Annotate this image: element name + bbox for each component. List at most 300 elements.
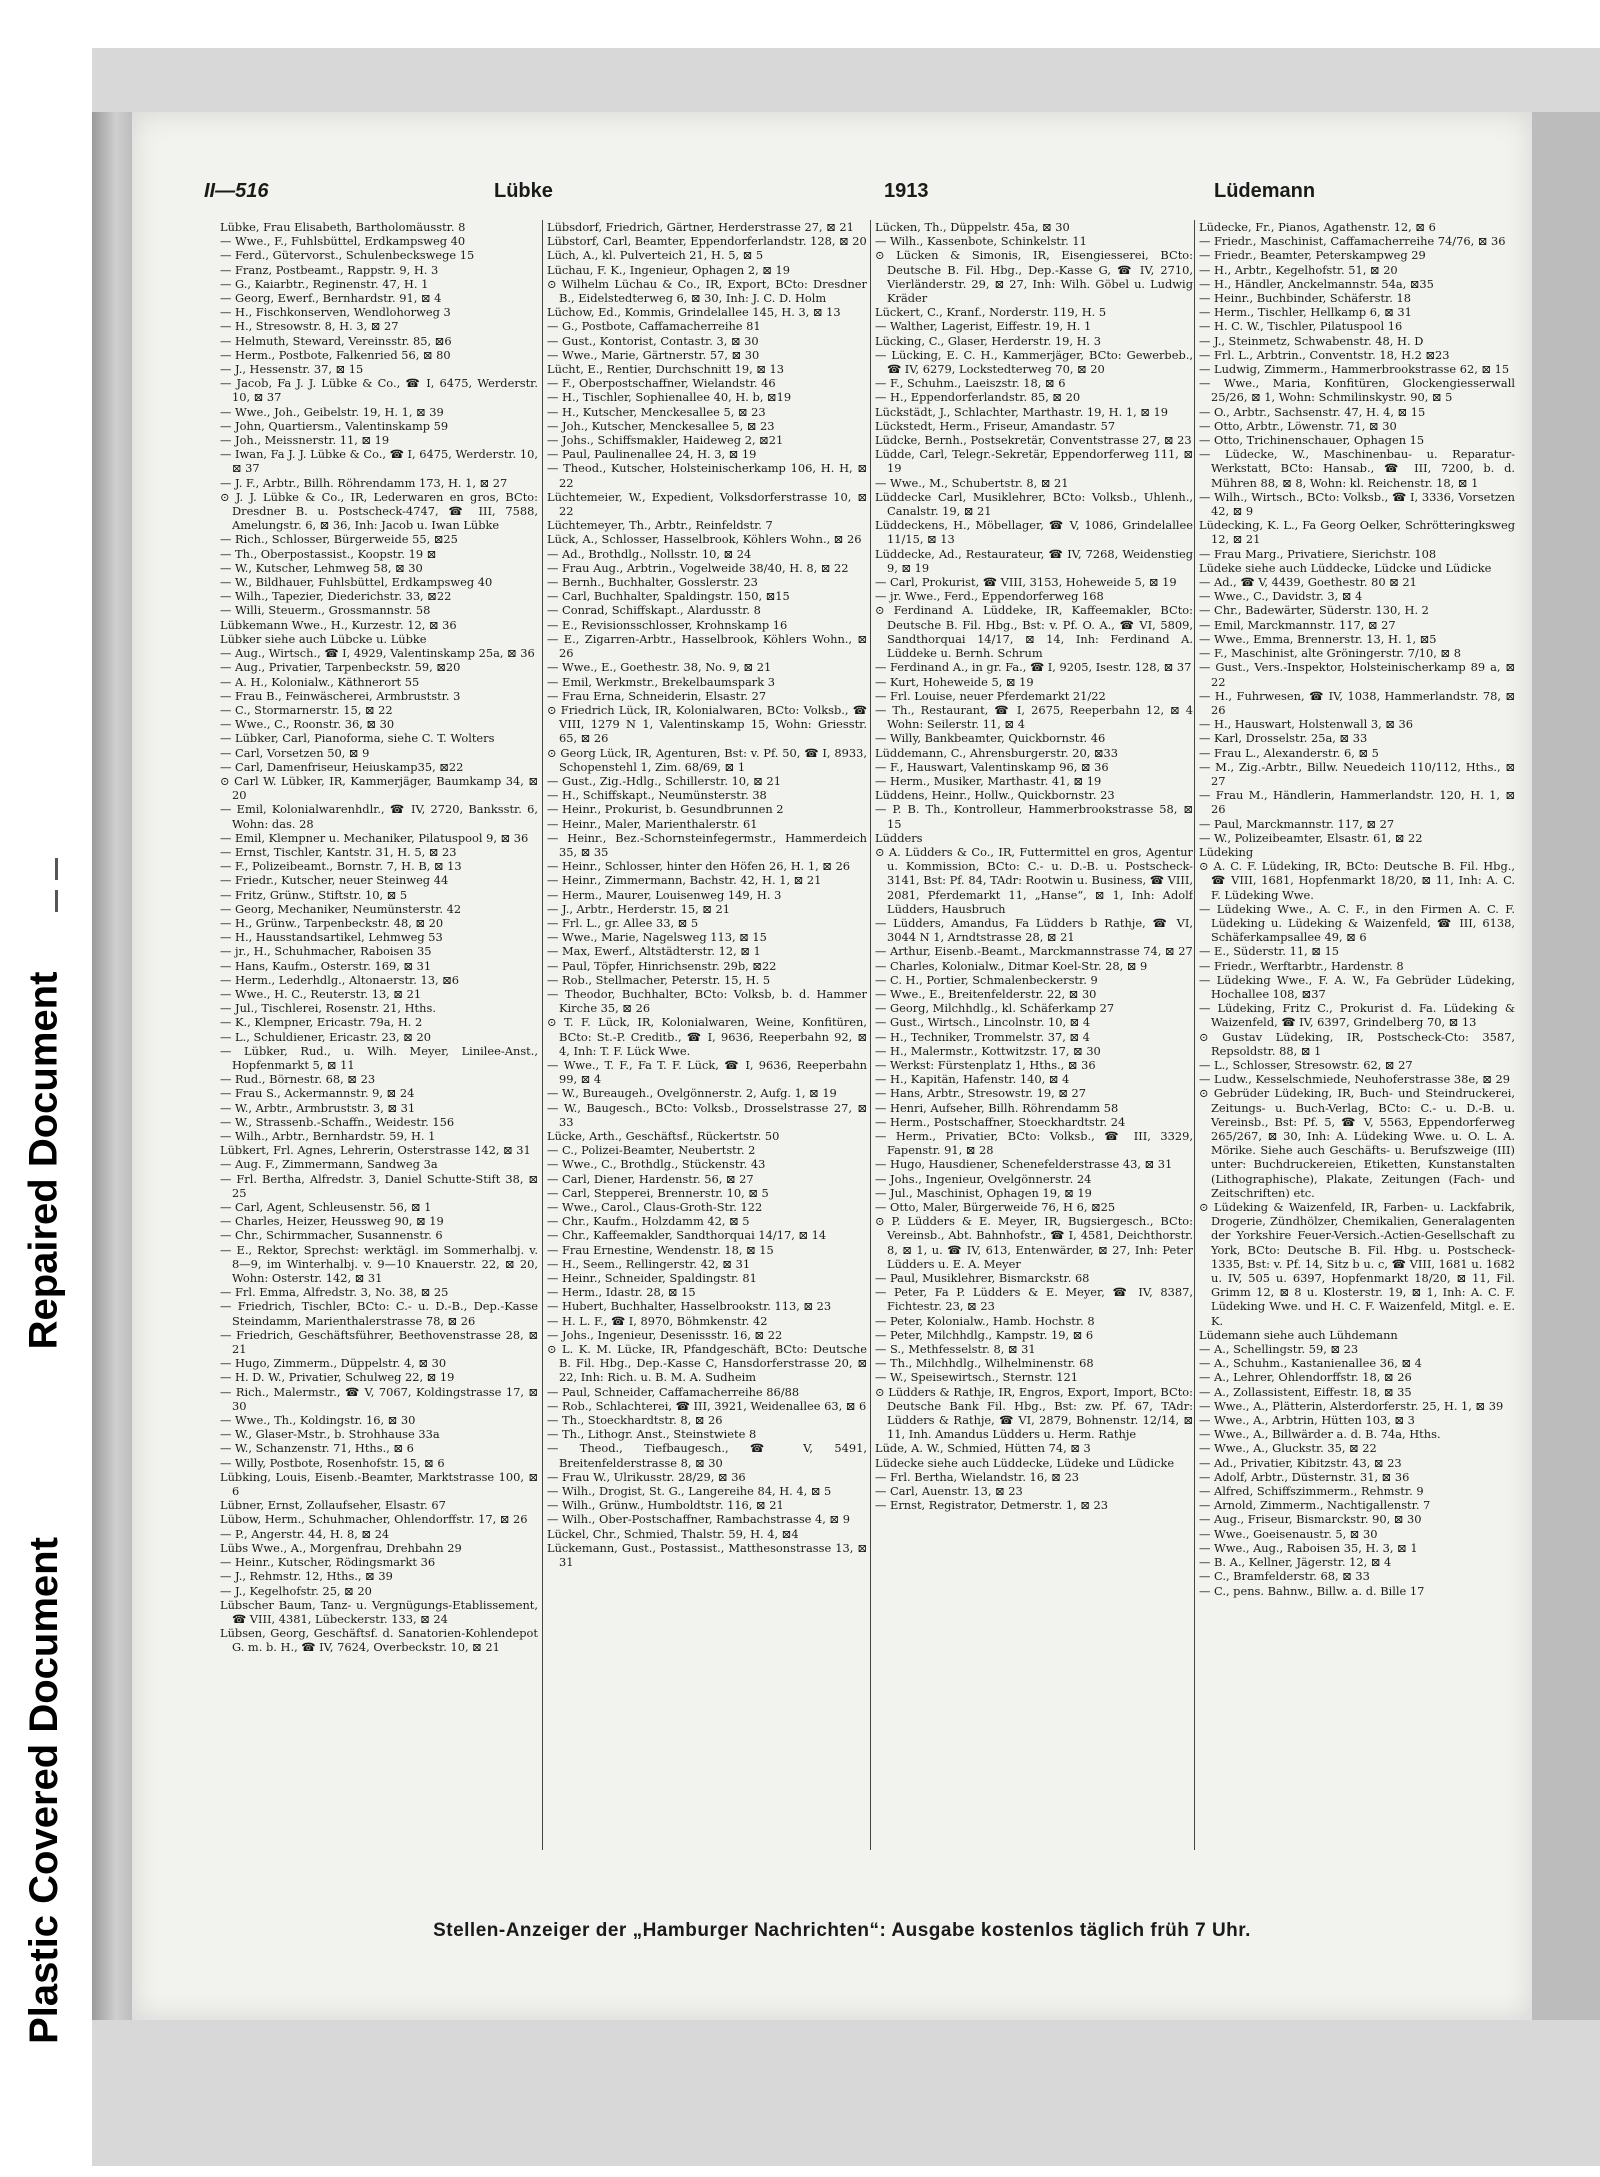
plastic-covered-text: Plastic Covered Document xyxy=(21,1536,66,2044)
directory-entry: — H. C. W., Tischler, Pilatuspool 16 xyxy=(1199,319,1403,334)
directory-entry: — Paul, Marckmannstr. 117, ⊠ 27 xyxy=(1199,816,1395,831)
directory-entry: — Th., Oberpostassist., Koopstr. 19 ⊠ xyxy=(220,546,437,561)
plastic-covered-label xyxy=(0,1440,88,2140)
directory-entry: — Paul, Schneider, Caffamacherreihe 86/88 xyxy=(547,1384,800,1399)
directory-entry: Lüddecke, Ad., Restaurateur, ☎ IV, 7268, Weidenstieg 9, ⊠ 19 xyxy=(875,546,1193,575)
directory-entry: — Herm., Privatier, BCto: Volksb., ☎ III, 3329, Fapenstr. 91, ⊠ 28 xyxy=(875,1129,1193,1158)
directory-entry: — Wilh., Wirtsch., BCto: Volksb., ☎ I, 3336, Vorsetzen 42, ⊠ 9 xyxy=(1199,489,1515,519)
directory-entry: — Peter, Kolonialw., Hamb. Hochstr. 8 xyxy=(875,1313,1095,1328)
directory-entry: — Otto, Trichinenschauer, Ophagen 15 xyxy=(1199,433,1425,448)
directory-entry: ⊙ P. Lüdders & E. Meyer, IR, Bugsiergesch., BCto: Vereinsb., Abt. Bahnhofstr., ☎ I, 4581, Deichthorstr. 8, ⊠ 1, u. ☎ IV, 613, Entenwärder, ⊠ 27, Inh: Peter Lüdders u. E. A. Meyer xyxy=(875,1214,1193,1271)
directory-entry: — Frl. L., Arbtrin., Conventstr. 18, H.2 ⊠23 xyxy=(1199,347,1450,362)
directory-entry: Lüdemann siehe auch Lühdemann xyxy=(1199,1327,1398,1342)
directory-entry: — Chr., Kaffeemakler, Sandthorquai 14/17, ⊠ 14 xyxy=(547,1228,827,1243)
directory-entry: — Bernh., Buchhalter, Gosslerstr. 23 xyxy=(547,575,758,590)
directory-entry: — Lübker, Carl, Pianoforma, siehe C. T. Wolters xyxy=(220,731,495,746)
directory-entry: — H., Seem., Rellingerstr. 42, ⊠ 31 xyxy=(547,1256,751,1271)
directory-entry: — Wilh., Drogist, St. G., Langereihe 84, H. 4, ⊠ 5 xyxy=(547,1484,832,1499)
directory-entry: ⊙ Lüdeking & Waizenfeld, IR, Farben- u. Lackfabrik, Drogerie, Zündhölzer, Chemikalien, Generalagenten der Yorkshire Feuer-Versich.-Actien-Gesellschaft zu York, BCto: Deutsche B. Fil. Hbg. u. Postscheck-1335, Bst: v. Pf. 14, Sitz b u. c, ☎ VIII, 1681 u. 1682 u. IV, 505 u. 6397, Hopfenmarkt 18/20, ⊠ 11, Fil. Grimm 12, ⊠ 8 u. Klosterstr. 19, ⊠ 1, Inh: A. C. F. Lüdeking Wwe. und H. C. F. Waizenfeld, Mitgl. e. E. K. xyxy=(1199,1200,1515,1328)
directory-entry: Lüdecke, Fr., Pianos, Agathenstr. 12, ⊠ 6 xyxy=(1199,220,1436,234)
directory-entry: — Lüdeking Wwe., A. C. F., in den Firmen A. C. F. Lüdeking u. Lüdeking & Waizenfeld, ☎ III, 6138, Schäferkampsallee 49, ⊠ 6 xyxy=(1199,901,1515,945)
directory-entry: — Wwe., T. F., Fa T. F. Lück, ☎ I, 9636, Reeperbahn 99, ⊠ 4 xyxy=(547,1057,867,1087)
directory-entry: Lüde, A. W., Schmied, Hütten 74, ⊠ 3 xyxy=(875,1441,1091,1456)
directory-entry: — F., Oberpostschaffner, Wielandstr. 46 xyxy=(547,376,776,391)
directory-entry: — Frau M., Händlerin, Hammerlandstr. 120, H. 1, ⊠ 26 xyxy=(1199,788,1515,817)
directory-entry: Lübsdorf, Friedrich, Gärtner, Herderstrasse 27, ⊠ 21 xyxy=(547,220,854,234)
directory-entry: — Emil, Kolonialwarenhdlr., ☎ IV, 2720, Banksstr. 6, Wohn: das. 28 xyxy=(220,802,538,831)
directory-entry: — Wilh., Ober-Postschaffner, Rambachstrasse 4, ⊠ 9 xyxy=(547,1512,850,1527)
directory-entry: — Joh., Kutscher, Menckesallee 5, ⊠ 23 xyxy=(547,418,775,433)
directory-entry: — Chr., Schirmmacher, Susannenstr. 6 xyxy=(220,1228,443,1243)
directory-entry: — John, Quartiersm., Valentinskamp 59 xyxy=(220,418,449,433)
directory-entry: — Heinr., Maler, Marienthalerstr. 61 xyxy=(547,816,758,831)
directory-entry: — H., Fuhrwesen, ☎ IV, 1038, Hammerlandstr. 78, ⊠ 26 xyxy=(1199,688,1515,717)
directory-entry: — J., Rehmstr. 12, Hths., ⊠ 39 xyxy=(220,1569,393,1584)
directory-entry: — Wilh., Tapezier, Diederichstr. 33, ⊠22 xyxy=(220,589,452,604)
directory-entry: — Wwe., F., Fuhlsbüttel, Erdkampsweg 40 xyxy=(220,234,466,249)
facing-page-edge xyxy=(1532,112,1600,2020)
directory-entry: Lübow, Herm., Schuhmacher, Ohlendorffstr. 17, ⊠ 26 xyxy=(220,1512,528,1527)
directory-entry: ⊙ Gustav Lüdeking, IR, Postscheck-Cto: 3587, Repsoldstr. 88, ⊠ 1 xyxy=(1199,1029,1515,1058)
directory-entry: — G., Kaiarbtr., Reginenstr. 47, H. 1 xyxy=(220,276,429,291)
directory-entry: — Wwe., Goeisenaustr. 5, ⊠ 30 xyxy=(1199,1526,1378,1541)
directory-entry: — Aug., Wirtsch., ☎ I, 4929, Valentinskamp 25a, ⊠ 36 xyxy=(220,646,535,661)
directory-entry: ⊙ Carl W. Lübker, IR, Kammerjäger, Baumkamp 34, ⊠ 20 xyxy=(220,773,538,803)
directory-entry: Lübscher Baum, Tanz- u. Vergnügungs-Etablissement, ☎ VIII, 4381, Lübeckerstr. 133, ⊠ 24 xyxy=(220,1597,538,1626)
directory-entry: — W., Polizeibeamter, Elsastr. 61, ⊠ 22 xyxy=(1199,830,1423,845)
page-number: II—516 xyxy=(204,180,269,202)
directory-entry: — Georg, Mechaniker, Neumünsterstr. 42 xyxy=(220,901,462,916)
directory-entry: — Alfred, Schiffszimmerm., Rehmstr. 9 xyxy=(1199,1484,1424,1499)
page-header xyxy=(204,180,1494,208)
directory-entry: — Johs., Schiffsmakler, Haideweg 2, ⊠21 xyxy=(547,433,784,448)
directory-entry: — Emil, Klempner u. Mechaniker, Pilatuspool 9, ⊠ 36 xyxy=(220,830,529,845)
directory-entry: — Carl, Agent, Schleusenstr. 56, ⊠ 1 xyxy=(220,1200,432,1215)
directory-entry: — Joh., Meissnerstr. 11, ⊠ 19 xyxy=(220,433,390,448)
directory-column-2 xyxy=(542,220,867,1850)
directory-entry: — A. H., Kolonialw., Käthnerort 55 xyxy=(220,674,420,689)
directory-entry: — Th., Milchhdlg., Wilhelminenstr. 68 xyxy=(875,1356,1094,1371)
directory-entry: — Georg, Ewerf., Bernhardstr. 91, ⊠ 4 xyxy=(220,291,442,306)
directory-entry: — H., Arbtr., Kegelhofstr. 51, ⊠ 20 xyxy=(1199,262,1398,277)
directory-entry: — Lücking, E. C. H., Kammerjäger, BCto: Gewerbeb., ☎ IV, 6279, Lockstedterweg 70, ⊠ 20 xyxy=(875,347,1193,377)
directory-entry: — H. D. W., Privatier, Schulweg 22, ⊠ 19 xyxy=(220,1370,455,1385)
directory-entry: — H., Hauswart, Holstenwall 3, ⊠ 36 xyxy=(1199,717,1414,732)
directory-entry: — Wwe., A., Gluckstr. 35, ⊠ 22 xyxy=(1199,1441,1377,1456)
directory-entry: Lübs Wwe., A., Morgenfrau, Drehbahn 29 xyxy=(220,1540,462,1555)
directory-entry: — Frau S., Ackermannstr. 9, ⊠ 24 xyxy=(220,1086,415,1101)
directory-entry: Lückel, Chr., Schmied, Thalstr. 59, H. 4, ⊠4 xyxy=(547,1526,799,1541)
directory-entry: Lüdcke, Bernh., Postsekretär, Conventstrasse 27, ⊠ 23 xyxy=(875,433,1192,448)
directory-entry: — Herm., Maurer, Louisenweg 149, H. 3 xyxy=(547,887,782,902)
directory-entry: Lübner, Ernst, Zollaufseher, Elsastr. 67 xyxy=(220,1498,446,1513)
directory-entry: — A., Zollassistent, Eiffestr. 18, ⊠ 35 xyxy=(1199,1384,1412,1399)
directory-entry: Lüddecke Carl, Musiklehrer, BCto: Volksb., Uhlenh., Canalstr. 19, ⊠ 21 xyxy=(875,489,1193,519)
directory-entry: — Hugo, Zimmerm., Düppelstr. 4, ⊠ 30 xyxy=(220,1356,447,1371)
directory-entry: — P., Angerstr. 44, H. 8, ⊠ 24 xyxy=(220,1526,390,1541)
directory-entry: — C. H., Portier, Schmalenbeckerstr. 9 xyxy=(875,972,1098,987)
directory-entry: Lübking, Louis, Eisenb.-Beamter, Marktstrasse 100, ⊠ 6 xyxy=(220,1469,538,1499)
directory-entry: Lückemann, Gust., Postassist., Matthesonstrasse 13, ⊠ 31 xyxy=(547,1540,867,1570)
directory-entry: — Frau Ernestine, Wendenstr. 18, ⊠ 15 xyxy=(547,1242,774,1257)
directory-entry: — G., Postbote, Caffamacherreihe 81 xyxy=(547,319,761,334)
directory-entry: — H., Tischler, Sophienallee 40, H. b, ⊠19 xyxy=(547,390,792,405)
directory-entry: — J., Arbtr., Herderstr. 15, ⊠ 21 xyxy=(547,901,730,916)
directory-entry: — Carl, Auenstr. 13, ⊠ 23 xyxy=(875,1484,1023,1499)
directory-entry: — Emil, Marckmannstr. 117, ⊠ 27 xyxy=(1199,617,1396,632)
directory-entry: — H., Malermstr., Kottwitzstr. 17, ⊠ 30 xyxy=(875,1043,1101,1058)
directory-entry: — Heinr., Prokurist, b. Gesundbrunnen 2 xyxy=(547,802,784,817)
directory-entry: — Johs., Ingenieur, Desenissstr. 16, ⊠ 22 xyxy=(547,1327,783,1342)
directory-entry: Lücht, E., Rentier, Durchschnitt 19, ⊠ 13 xyxy=(547,362,784,377)
directory-entry: Lübkemann Wwe., H., Kurzestr. 12, ⊠ 36 xyxy=(220,617,457,632)
directory-entry: — Herm., Idastr. 28, ⊠ 15 xyxy=(547,1285,696,1300)
directory-entry: — Ad., Brothdlg., Nollsstr. 10, ⊠ 24 xyxy=(547,546,752,561)
directory-entry: — E., Süderstr. 11, ⊠ 15 xyxy=(1199,944,1340,959)
directory-entry: — H., Schiffskapt., Neumünsterstr. 38 xyxy=(547,788,767,803)
directory-entry: — Frau L., Alexanderstr. 6, ⊠ 5 xyxy=(1199,745,1379,760)
directory-entry: — W., Bildhauer, Fuhlsbüttel, Erdkampsweg 40 xyxy=(220,575,493,590)
directory-entry: — Hans, Kaufm., Osterstr. 169, ⊠ 31 xyxy=(220,958,432,973)
directory-entry: — C., Stormarnerstr. 15, ⊠ 22 xyxy=(220,702,393,717)
directory-entry: — Frau B., Feinwäscherei, Armbruststr. 3 xyxy=(220,688,461,703)
directory-entry: — Wwe., M., Schubertstr. 8, ⊠ 21 xyxy=(875,475,1069,490)
directory-entry: — Willy, Bankbeamter, Quickbornstr. 46 xyxy=(875,731,1106,746)
directory-entry: Lüdde, Carl, Telegr.-Sekretär, Eppendorferweg 111, ⊠ 19 xyxy=(875,447,1193,476)
directory-entry: Lübstorf, Carl, Beamter, Eppendorferlandstr. 128, ⊠ 20 xyxy=(547,234,867,249)
directory-entry: — H. L. F., ☎ I, 8970, Böhmkenstr. 42 xyxy=(547,1313,768,1328)
directory-entry: — Paul, Paulinenallee 24, H. 3, ⊠ 19 xyxy=(547,447,757,462)
directory-entry: — Friedr., Beamter, Peterskampweg 29 xyxy=(1199,248,1426,263)
directory-entry: ⊙ Ferdinand A. Lüddeke, IR, Kaffeemakler, BCto: Deutsche B. Fil. Hbg., Bst: v. Pf. O. A., ☎ VI, 5809, Sandthorquai 14/17, ⊠ 14, Inh: Ferdinand A. Lüddeke u. Bernh. Schrum xyxy=(875,603,1193,661)
directory-entry: — Carl, Stepperei, Brennerstr. 10, ⊠ 5 xyxy=(547,1185,769,1200)
directory-entry: — C., Polizei-Beamter, Neubertstr. 2 xyxy=(547,1143,756,1158)
directory-entry: Lüdders xyxy=(875,830,923,845)
directory-entry: — Heinr., Zimmermann, Bachstr. 42, H. 1, ⊠ 21 xyxy=(547,873,822,888)
directory-entry: — H., Kapitän, Hafenstr. 140, ⊠ 4 xyxy=(875,1072,1070,1087)
directory-entry: Lückstädt, J., Schlachter, Marthastr. 19, H. 1, ⊠ 19 xyxy=(875,404,1168,419)
directory-entry: — Wilh., Kassenbote, Schinkelstr. 11 xyxy=(875,234,1087,249)
directory-entry: Lüdecke siehe auch Lüddecke, Lüdeke und Lüdicke xyxy=(875,1455,1175,1470)
directory-entry: — Carl, Damenfriseur, Heiuskamp35, ⊠22 xyxy=(220,759,464,774)
directory-entry: ⊙ Gebrüder Lüdeking, IR, Buch- und Steindruckerei, Zeitungs- u. Buch-Verlag, BCto: C.- u. D.-B. u. Vereinsb., Bst: Pf. 5, ☎ V, 5563, Eppendorferweg 265/267, ⊠ 30, Inh: A. Lüdeking Wwe. u. O. L. A. Mörike. Siehe auch Geschäfts- u. Berufszweige (III) unter: Buchdruckereien, Etiketten, Kunstanstalten (Lithographische), Plakate, Zeitungen (Fach- und Zeitschriften) etc. xyxy=(1199,1086,1515,1200)
directory-entry: — Rob., Schlachterei, ☎ III, 3921, Weidenallee 63, ⊠ 6 xyxy=(547,1398,867,1413)
directory-column-3 xyxy=(870,220,1193,1850)
directory-entry: Lüddeckens, H., Möbellager, ☎ V, 1086, Grindelallee 11/15, ⊠ 13 xyxy=(875,518,1193,547)
directory-entry: ⊙ Friedrich Lück, IR, Kolonialwaren, BCto: Volksb., ☎ VIII, 1279 N 1, Valentinskamp 15, Wohn: Griesstr. 65, ⊠ 26 xyxy=(547,702,867,746)
directory-entry: — Wwe., Maria, Konfitüren, Glockengiesserwall 25/26, ⊠ 1, Wohn: Schmilinskystr. 90, ⊠ 5 xyxy=(1199,376,1515,405)
directory-entry: — Jul., Tischlerei, Rosenstr. 21, Hths. xyxy=(220,1001,436,1016)
directory-entry: — S., Methfesselstr. 8, ⊠ 31 xyxy=(875,1342,1036,1357)
directory-entry: Lüdeking xyxy=(1199,844,1254,859)
directory-entry: — W., Arbtr., Armbruststr. 3, ⊠ 31 xyxy=(220,1100,416,1115)
directory-entry: ⊙ Georg Lück, IR, Agenturen, Bst: v. Pf. 50, ☎ I, 8933, Schopenstehl 1, Zim. 68/69, ⊠ 1 xyxy=(547,745,867,774)
directory-entry: — L., Schuldiener, Ericastr. 23, ⊠ 20 xyxy=(220,1029,431,1044)
directory-entry: — Heinr., Buchbinder, Schäferstr. 18 xyxy=(1199,291,1411,306)
directory-entry: — Jacob, Fa J. J. Lübke & Co., ☎ I, 6475, Werderstr. 10, ⊠ 37 xyxy=(220,376,538,405)
directory-entry: — Wilh., Arbtr., Bernhardstr. 59, H. 1 xyxy=(220,1129,436,1143)
directory-entry: — Paul, Musiklehrer, Bismarckstr. 68 xyxy=(875,1271,1090,1286)
directory-entry: — Jul., Maschinist, Ophagen 19, ⊠ 19 xyxy=(875,1185,1092,1200)
directory-entry: Lüchau, F. K., Ingenieur, Ophagen 2, ⊠ 19 xyxy=(547,262,790,277)
directory-entry: — Rich., Schlosser, Bürgerweide 55, ⊠25 xyxy=(220,532,458,547)
directory-entry: — jr., H., Schuhmacher, Raboisen 35 xyxy=(220,944,432,959)
advertisement-footer: Stellen-Anzeiger der „Hamburger Nachrichten“: Ausgabe kostenlos täglich früh 7 Uhr. xyxy=(433,1920,1251,1941)
directory-entry: — Werkst: Fürstenplatz 1, Hths., ⊠ 36 xyxy=(875,1057,1096,1072)
directory-entry: — Frl. Louise, neuer Pferdemarkt 21/22 xyxy=(875,688,1106,703)
directory-entry: Lübke, Frau Elisabeth, Bartholomäusstr. 8 xyxy=(220,220,466,234)
directory-entry: — Chr., Badewärter, Süderstr. 130, H. 2 xyxy=(1199,603,1429,618)
directory-entry: — A., Schuhm., Kastanienallee 36, ⊠ 4 xyxy=(1199,1356,1422,1371)
directory-entry: — Rob., Stellmacher, Peterstr. 15, H. 5 xyxy=(547,972,771,987)
directory-entry: — Theod., Tiefbaugesch., ☎ V, 5491, Breitenfelderstrasse 8, ⊠ 30 xyxy=(547,1441,867,1470)
directory-entry: — Johs., Ingenieur, Ovelgönnerstr. 24 xyxy=(875,1171,1092,1186)
directory-entry: — Friedr., Maschinist, Caffamacherreihe 74/76, ⊠ 36 xyxy=(1199,234,1506,249)
directory-entry: — C., pens. Bahnw., Billw. a. d. Bille 17 xyxy=(1199,1583,1425,1598)
directory-entry: — Herm., Postschaffner, Stoeckhardtstr. 24 xyxy=(875,1114,1126,1129)
directory-entry: — Otto, Arbtr., Löwenstr. 71, ⊠ 30 xyxy=(1199,418,1397,433)
directory-entry: — F., Schuhm., Laeiszstr. 18, ⊠ 6 xyxy=(875,376,1066,391)
directory-entry: — Wwe., Marie, Gärtnerstr. 57, ⊠ 30 xyxy=(547,347,760,362)
directory-entry: — H., Eppendorferlandstr. 85, ⊠ 20 xyxy=(875,390,1081,405)
directory-entry: — M., Zig.-Arbtr., Billw. Neuedeich 110/112, Hths., ⊠ 27 xyxy=(1199,759,1515,788)
directory-entry: — Hubert, Buchhalter, Hasselbrookstr. 113, ⊠ 23 xyxy=(547,1299,832,1314)
directory-entry: — H., Kutscher, Menckesallee 5, ⊠ 23 xyxy=(547,404,766,419)
directory-entry: ⊙ Lücken & Simonis, IR, Eisengiesserei, BCto: Deutsche B. Fil. Hbg., Dep.-Kasse G, ☎ IV, 2710, Vierländerstr. 29, ⊠ 27, Inh: Wilh. Göbel u. Ludwig Kräder xyxy=(875,248,1193,306)
directory-entry: — Herm., Musiker, Marthastr. 41, ⊠ 19 xyxy=(875,773,1102,788)
directory-entry: — Wwe., C., Davidstr. 3, ⊠ 4 xyxy=(1199,589,1363,604)
directory-column-1 xyxy=(220,220,538,1850)
directory-entry: — Th., Lithogr. Anst., Steinstwiete 8 xyxy=(547,1427,757,1442)
directory-entry: Lüch, A., kl. Pulverteich 21, H. 5, ⊠ 5 xyxy=(547,248,764,263)
directory-entry: — Rich., Malermstr., ☎ V, 7067, Koldingstrasse 17, ⊠ 30 xyxy=(220,1384,538,1413)
directory-entry: — Carl, Prokurist, ☎ VIII, 3153, Hoheweide 5, ⊠ 19 xyxy=(875,575,1177,590)
directory-entry: — jr. Wwe., Ferd., Eppendorferweg 168 xyxy=(875,589,1104,604)
directory-entry: — Lübker, Rud., u. Wilh. Meyer, Linilee-Anst., Hopfenmarkt 5, ⊠ 11 xyxy=(220,1043,538,1072)
directory-entry: — Friedr., Werftarbtr., Hardenstr. 8 xyxy=(1199,958,1404,973)
directory-entry: — Heinr., Bez.-Schornsteinfegermstr., Hammerdeich 35, ⊠ 35 xyxy=(547,830,867,859)
directory-entry: — E., Revisionsschlosser, Krohnskamp 16 xyxy=(547,617,788,632)
directory-entry: — Georg, Milchhdlg., kl. Schäferkamp 27 xyxy=(875,1001,1115,1016)
directory-entry: — A., Schellingstr. 59, ⊠ 23 xyxy=(1199,1342,1359,1357)
directory-entry: — Friedrich, Geschäftsführer, Beethovenstrasse 28, ⊠ 21 xyxy=(220,1327,538,1357)
directory-entry: — Ad., Privatier, Kibitzstr. 43, ⊠ 23 xyxy=(1199,1455,1402,1470)
directory-entry: Lückert, C., Kranf., Norderstr. 119, H. 5 xyxy=(875,305,1107,320)
directory-entry: — W., Glaser-Mstr., b. Strohhause 33a xyxy=(220,1427,440,1442)
repaired-document-text: Repaired Document xyxy=(21,971,66,1349)
directory-entry: — L., Schlosser, Stresowstr. 62, ⊠ 27 xyxy=(1199,1057,1413,1072)
directory-entry: — Gust., Vers.-Inspektor, Holsteinischerkamp 89 a, ⊠ 22 xyxy=(1199,660,1515,689)
directory-year: 1913 xyxy=(884,180,929,202)
first-entry-keyword: Lübke xyxy=(494,180,553,202)
directory-entry: — Wwe., A., Plätterin, Alsterdorferstr. 25, H. 1, ⊠ 39 xyxy=(1199,1398,1504,1413)
directory-entry: — E., Rektor, Sprechst: werktägl. im Sommerhalbj. v. 8—9, im Winterhalbj. v. 9—10 Knauerstr. 22, ⊠ 20, Wohn: Osterstr. 142, ⊠ 31 xyxy=(220,1242,538,1286)
directory-entry: — Wwe., E., Goethestr. 38, No. 9, ⊠ 21 xyxy=(547,660,772,675)
directory-entry: — Emil, Werkmstr., Brekelbaumspark 3 xyxy=(547,674,776,689)
directory-entry: — Frau Erna, Schneiderin, Elsastr. 27 xyxy=(547,688,767,703)
directory-entry: — Adolf, Arbtr., Düsternstr. 31, ⊠ 36 xyxy=(1199,1469,1410,1484)
directory-entry: — Frl. L., gr. Allee 33, ⊠ 5 xyxy=(547,915,699,930)
directory-entry: — Ernst, Registrator, Detmerstr. 1, ⊠ 23 xyxy=(875,1498,1108,1513)
directory-entry: — Theodor, Buchhalter, BCto: Volksb, b. d. Hammer Kirche 35, ⊠ 26 xyxy=(547,986,867,1016)
directory-entry: — W., Baugesch., BCto: Volksb., Drosselstrasse 27, ⊠ 33 xyxy=(547,1100,867,1129)
directory-entry: ⊙ A. C. F. Lüdeking, IR, BCto: Deutsche B. Fil. Hbg., ☎ VIII, 1681, Hopfenmarkt 18/20, ⊠ 11, Inh: A. C. F. Lüdeking Wwe. xyxy=(1199,859,1515,902)
directory-entry: — Hugo, Hausdiener, Schenefelderstrasse 43, ⊠ 31 xyxy=(875,1157,1173,1172)
directory-entry: — H., Grünw., Tarpenbeckstr. 48, ⊠ 20 xyxy=(220,915,444,930)
directory-entry: — Peter, Fa P. Lüdders & E. Meyer, ☎ IV, 8387, Fichtestr. 23, ⊠ 23 xyxy=(875,1285,1193,1314)
directory-entry: — Wwe., C., Roonstr. 36, ⊠ 30 xyxy=(220,717,395,732)
directory-entry: — Ludwig, Zimmerm., Hammerbrookstrasse 62, ⊠ 15 xyxy=(1199,362,1510,377)
directory-entry: — Theod., Kutscher, Holsteinischerkamp 106, H. H, ⊠ 22 xyxy=(547,461,867,490)
directory-entry: — Iwan, Fa J. J. Lübke & Co., ☎ I, 6475, Werderstr. 10, ⊠ 37 xyxy=(220,447,538,476)
directory-entry: — Max, Ewerf., Altstädterstr. 12, ⊠ 1 xyxy=(547,944,761,959)
directory-entry: — Hans, Arbtr., Stresowstr. 19, ⊠ 27 xyxy=(875,1086,1087,1101)
directory-entry: — J., Kegelhofstr. 25, ⊠ 20 xyxy=(220,1583,372,1598)
directory-entry: — Herm., Tischler, Hellkamp 6, ⊠ 31 xyxy=(1199,305,1412,320)
label-divider-mark xyxy=(55,858,58,880)
directory-entry: — Chr., Kaufm., Holzdamm 42, ⊠ 5 xyxy=(547,1214,750,1229)
directory-entry: — Wwe., A., Arbtrin, Hütten 103, ⊠ 3 xyxy=(1199,1413,1415,1428)
directory-entry: — Franz, Postbeamt., Rappstr. 9, H. 3 xyxy=(220,262,439,277)
directory-entry: — Arthur, Eisenb.-Beamt., Marckmannstrasse 74, ⊠ 27 xyxy=(875,944,1193,959)
directory-entry: — W., Strassenb.-Schaffn., Weidestr. 156 xyxy=(220,1114,455,1129)
directory-entry: Lück, A., Schlosser, Hasselbrook, Köhlers Wohn., ⊠ 26 xyxy=(547,532,862,547)
directory-entry: — Fritz, Grünw., Stiftstr. 10, ⊠ 5 xyxy=(220,887,408,902)
directory-entry: Lüddens, Heinr., Hollw., Quickbornstr. 23 xyxy=(875,788,1115,803)
directory-entry: — F., Hauswart, Valentinskamp 96, ⊠ 36 xyxy=(875,759,1109,774)
directory-entry: — Wwe., Carol., Claus-Groth-Str. 122 xyxy=(547,1200,763,1215)
directory-entry: — J. F., Arbtr., Billh. Röhrendamm 173, H. 1, ⊠ 27 xyxy=(220,475,508,490)
directory-entry: — Friedr., Kutscher, neuer Steinweg 44 xyxy=(220,873,449,888)
directory-entry: — Gust., Wirtsch., Lincolnstr. 10, ⊠ 4 xyxy=(875,1015,1091,1030)
directory-entry: — Gust., Kontorist, Contastr. 3, ⊠ 30 xyxy=(547,333,759,348)
directory-entry: — C., Bramfelderstr. 68, ⊠ 33 xyxy=(1199,1569,1370,1584)
directory-entry: — Charles, Kolonialw., Ditmar Koel-Str. 28, ⊠ 9 xyxy=(875,958,1148,973)
directory-entry: — K., Klempner, Ericastr. 79a, H. 2 xyxy=(220,1015,423,1030)
directory-entry: — W., Kutscher, Lehmweg 58, ⊠ 30 xyxy=(220,560,423,575)
directory-entry: — Wwe., Joh., Geibelstr. 19, H. 1, ⊠ 39 xyxy=(220,404,444,419)
directory-entry: — B. A., Kellner, Jägerstr. 12, ⊠ 4 xyxy=(1199,1555,1392,1570)
directory-entry: — Frau Aug., Arbtrin., Vogelweide 38/40, H. 8, ⊠ 22 xyxy=(547,560,849,575)
directory-entry: — Aug., Friseur, Bismarckstr. 90, ⊠ 30 xyxy=(1199,1512,1422,1527)
directory-entry: — Wwe., A., Billwärder a. d. B. 74a, Hths. xyxy=(1199,1427,1441,1442)
directory-entry: — Wilh., Grünw., Humboldtstr. 116, ⊠ 21 xyxy=(547,1498,784,1513)
directory-columns xyxy=(220,220,1515,1850)
directory-entry: — Ferdinand A., in gr. Fa., ☎ I, 9205, Isestr. 128, ⊠ 37 xyxy=(875,660,1192,675)
directory-entry: — F., Polizeibeamt., Bornstr. 7, H. B, ⊠ 13 xyxy=(220,859,462,874)
directory-entry: — A., Lehrer, Ohlendorffstr. 18, ⊠ 26 xyxy=(1199,1370,1412,1385)
directory-entry: — E., Zigarren-Arbtr., Hasselbrook, Köhlers Wohn., ⊠ 26 xyxy=(547,631,867,661)
directory-entry: — Heinr., Schlosser, hinter den Höfen 26, H. 1, ⊠ 26 xyxy=(547,859,851,874)
directory-entry: — Lüdeking Wwe., F. A. W., Fa Gebrüder Lüdeking, Hochallee 108, ⊠37 xyxy=(1199,972,1515,1001)
directory-entry: — Walther, Lagerist, Eiffestr. 19, H. 1 xyxy=(875,319,1092,334)
directory-entry: — Wwe., C., Brothdlg., Stückenstr. 43 xyxy=(547,1157,766,1172)
directory-entry: — F., Maschinist, alte Gröningerstr. 7/10, ⊠ 8 xyxy=(1199,646,1461,661)
directory-entry: — Willy, Postbote, Rosenhofstr. 15, ⊠ 6 xyxy=(220,1455,445,1470)
directory-entry: — O., Arbtr., Sachsenstr. 47, H. 4, ⊠ 15 xyxy=(1199,404,1426,419)
directory-entry: ⊙ J. J. Lübke & Co., IR, Lederwaren en gros, BCto: Dresdner B. u. Postscheck-4747, ☎ III, 7588, Amelungstr. 6, ⊠ 36, Inh: Jacob u. Iwan Lübke xyxy=(220,489,538,533)
directory-entry: — Henri, Aufseher, Billh. Röhrendamm 58 xyxy=(875,1100,1119,1115)
directory-entry: — W., Bureaugeh., Ovelgönnerstr. 2, Aufg. 1, ⊠ 19 xyxy=(547,1086,837,1101)
directory-entry: — Frl. Emma, Alfredstr. 3, No. 38, ⊠ 25 xyxy=(220,1285,449,1300)
page-binding-edge xyxy=(92,112,132,2020)
directory-entry: — Karl, Drosselstr. 25a, ⊠ 33 xyxy=(1199,731,1368,746)
directory-entry: — P. B. Th., Kontrolleur, Hammerbrookstrasse 58, ⊠ 15 xyxy=(875,802,1193,831)
last-entry-keyword: Lüdemann xyxy=(1214,180,1316,202)
directory-entry: — Wwe., Marie, Nagelsweg 113, ⊠ 15 xyxy=(547,930,767,945)
directory-entry: — Otto, Maler, Bürgerweide 76, H 6, ⊠25 xyxy=(875,1200,1116,1215)
directory-entry: — Peter, Milchhdlg., Kampstr. 19, ⊠ 6 xyxy=(875,1327,1094,1342)
directory-entry: — W., Speisewirtsch., Sternstr. 121 xyxy=(875,1370,1078,1385)
directory-entry: — H., Händler, Anckelmannstr. 54a, ⊠35 xyxy=(1199,276,1434,291)
directory-entry: Lüddemann, C., Ahrensburgerstr. 20, ⊠33 xyxy=(875,745,1119,760)
directory-entry: — Aug. F., Zimmermann, Sandweg 3a xyxy=(220,1157,438,1172)
directory-entry: — Wwe., Aug., Raboisen 35, H. 3, ⊠ 1 xyxy=(1199,1540,1418,1555)
directory-entry: — Ad., ☎ V, 4439, Goethestr. 80 ⊠ 21 xyxy=(1199,575,1417,590)
directory-entry: — Carl, Buchhalter, Spaldingstr. 150, ⊠15 xyxy=(547,589,790,604)
directory-entry: — H., Techniker, Trommelstr. 37, ⊠ 4 xyxy=(875,1029,1090,1044)
directory-entry: ⊙ A. Lüdders & Co., IR, Futtermittel en gros, Agentur u. Kommission, BCto: C.- u. D.-B. u. Postscheck-3141, Bst: Pf. 84, TAdr: Rootwin u. Business, ☎ VIII, 2081, Pferdemarkt 11, „Hanse“, ⊠ 1, Inh: Adolf Lüdders, Hausbruch xyxy=(875,844,1193,916)
directory-column-4 xyxy=(1194,220,1515,1850)
directory-entry: — Paul, Töpfer, Hinrichsenstr. 29b, ⊠22 xyxy=(547,958,777,973)
directory-entry: — Lüdeking, Fritz C., Prokurist d. Fa. Lüdeking & Waizenfeld, ☎ IV, 6397, Grindelberg 70, ⊠ 13 xyxy=(1199,1001,1515,1030)
directory-entry: — J., Steinmetz, Schwabenstr. 48, H. D xyxy=(1199,333,1424,348)
directory-entry: — Th., Stoeckhardtstr. 8, ⊠ 26 xyxy=(547,1413,723,1428)
directory-entry: — Gust., Zig.-Hdlg., Schillerstr. 10, ⊠ 21 xyxy=(547,773,781,788)
directory-entry: — Charles, Heizer, Heussweg 90, ⊠ 19 xyxy=(220,1214,444,1229)
directory-entry: ⊙ L. K. M. Lücke, IR, Pfandgeschäft, BCto: Deutsche B. Fil. Hbg., Dep.-Kasse C, Hansdorferstrasse 20, ⊠ 22, Inh: Rich. u. B. M. A. Sudheim xyxy=(547,1342,867,1385)
directory-entry: — Th., Restaurant, ☎ I, 2675, Reeperbahn 12, ⊠ 4 Wohn: Seilerstr. 11, ⊠ 4 xyxy=(875,702,1193,732)
directory-entry: ⊙ Wilhelm Lüchau & Co., IR, Export, BCto: Dresdner B., Eidelstedterweg 6, ⊠ 30, Inh: J. C. D. Holm xyxy=(547,276,867,306)
directory-page xyxy=(132,112,1532,2020)
directory-entry: — Wwe., Th., Koldingstr. 16, ⊠ 30 xyxy=(220,1413,416,1428)
directory-entry: — Conrad, Schiffskapt., Alardusstr. 8 xyxy=(547,603,761,618)
directory-entry: — Wwe., E., Breitenfelderstr. 22, ⊠ 30 xyxy=(875,986,1097,1001)
directory-entry: — Heinr., Kutscher, Rödingsmarkt 36 xyxy=(220,1555,436,1570)
directory-entry: ⊙ Lüdders & Rathje, IR, Engros, Export, Import, BCto: Deutsche Bank Fil. Hbg., Bst: zw. Pf. 67, TAdr: Lüdders & Rathje, ☎ VI, 2879, Bohnenstr. 12/14, ⊠ 11, Inh. Amandus Lüdders u. Herm. Rathje xyxy=(875,1384,1193,1442)
directory-entry: — Frl. Bertha, Wielandstr. 16, ⊠ 23 xyxy=(875,1469,1079,1484)
directory-entry: — Willi, Steuerm., Grossmannstr. 58 xyxy=(220,603,431,618)
directory-entry: — H., Hausstandsartikel, Lehmweg 53 xyxy=(220,930,443,945)
directory-entry: — Helmuth, Steward, Vereinsstr. 85, ⊠6 xyxy=(220,333,452,348)
directory-entry: Lüchtemeier, W., Expedient, Volksdorferstrasse 10, ⊠ 22 xyxy=(547,489,867,519)
directory-entry: — Wwe., H. C., Reuterstr. 13, ⊠ 21 xyxy=(220,986,422,1001)
directory-entry: — Ludw., Kesselschmiede, Neuhoferstrasse 38e, ⊠ 29 xyxy=(1199,1072,1510,1087)
directory-entry: — Aug., Privatier, Tarpenbeckstr. 59, ⊠20 xyxy=(220,660,461,675)
directory-entry: — W., Schanzenstr. 71, Hths., ⊠ 6 xyxy=(220,1441,414,1456)
directory-entry: Lüchow, Ed., Kommis, Grindelallee 145, H. 3, ⊠ 13 xyxy=(547,305,841,320)
directory-entry: ⊙ T. F. Lück, IR, Kolonialwaren, Weine, Konfitüren, BCto: St.-P. Creditb., ☎ I, 9636, Reeperbahn 92, ⊠ 4, Inh: T. F. Lück Wwe. xyxy=(547,1015,867,1058)
directory-entry: — Ferd., Gütervorst., Schulenbeckswege 15 xyxy=(220,248,475,263)
directory-entry: — J., Hessenstr. 37, ⊠ 15 xyxy=(220,362,364,377)
directory-entry: Lücken, Th., Düppelstr. 45a, ⊠ 30 xyxy=(875,220,1070,234)
directory-entry: — Frau Marg., Privatiere, Sierichstr. 108 xyxy=(1199,546,1437,561)
directory-entry: — Ernst, Tischler, Kantstr. 31, H. 5, ⊠ 23 xyxy=(220,844,457,859)
directory-entry: Lüdeke siehe auch Lüddecke, Lüdcke und Lüdicke xyxy=(1199,560,1492,575)
directory-entry: — Arnold, Zimmerm., Nachtigallenstr. 7 xyxy=(1199,1498,1431,1513)
directory-entry: — Heinr., Schneider, Spaldingstr. 81 xyxy=(547,1271,757,1286)
directory-entry: Lücke, Arth., Geschäftsf., Rückertstr. 50 xyxy=(547,1129,780,1143)
directory-entry: Lübsen, Georg, Geschäftsf. d. Sanatorien-Kohlendepot G. m. b. H., ☎ IV, 7624, Overbeckstr. 10, ⊠ 21 xyxy=(220,1626,538,1655)
directory-entry: Lückstedt, Herm., Friseur, Amandastr. 57 xyxy=(875,418,1116,433)
directory-entry: — Frau W., Ulrikusstr. 28/29, ⊠ 36 xyxy=(547,1469,746,1484)
directory-entry: — Rud., Börnestr. 68, ⊠ 23 xyxy=(220,1072,376,1087)
directory-entry: — Carl, Vorsetzen 50, ⊠ 9 xyxy=(220,745,370,760)
directory-entry: — H., Fischkonserven, Wendlohorweg 3 xyxy=(220,305,451,320)
directory-entry: Lücking, C., Glaser, Herderstr. 19, H. 3 xyxy=(875,333,1102,348)
directory-entry: — Frl. Bertha, Alfredstr. 3, Daniel Schutte-Stift 38, ⊠ 25 xyxy=(220,1171,538,1200)
directory-entry: — Herm., Lederhdlg., Altonaerstr. 13, ⊠6 xyxy=(220,972,460,987)
